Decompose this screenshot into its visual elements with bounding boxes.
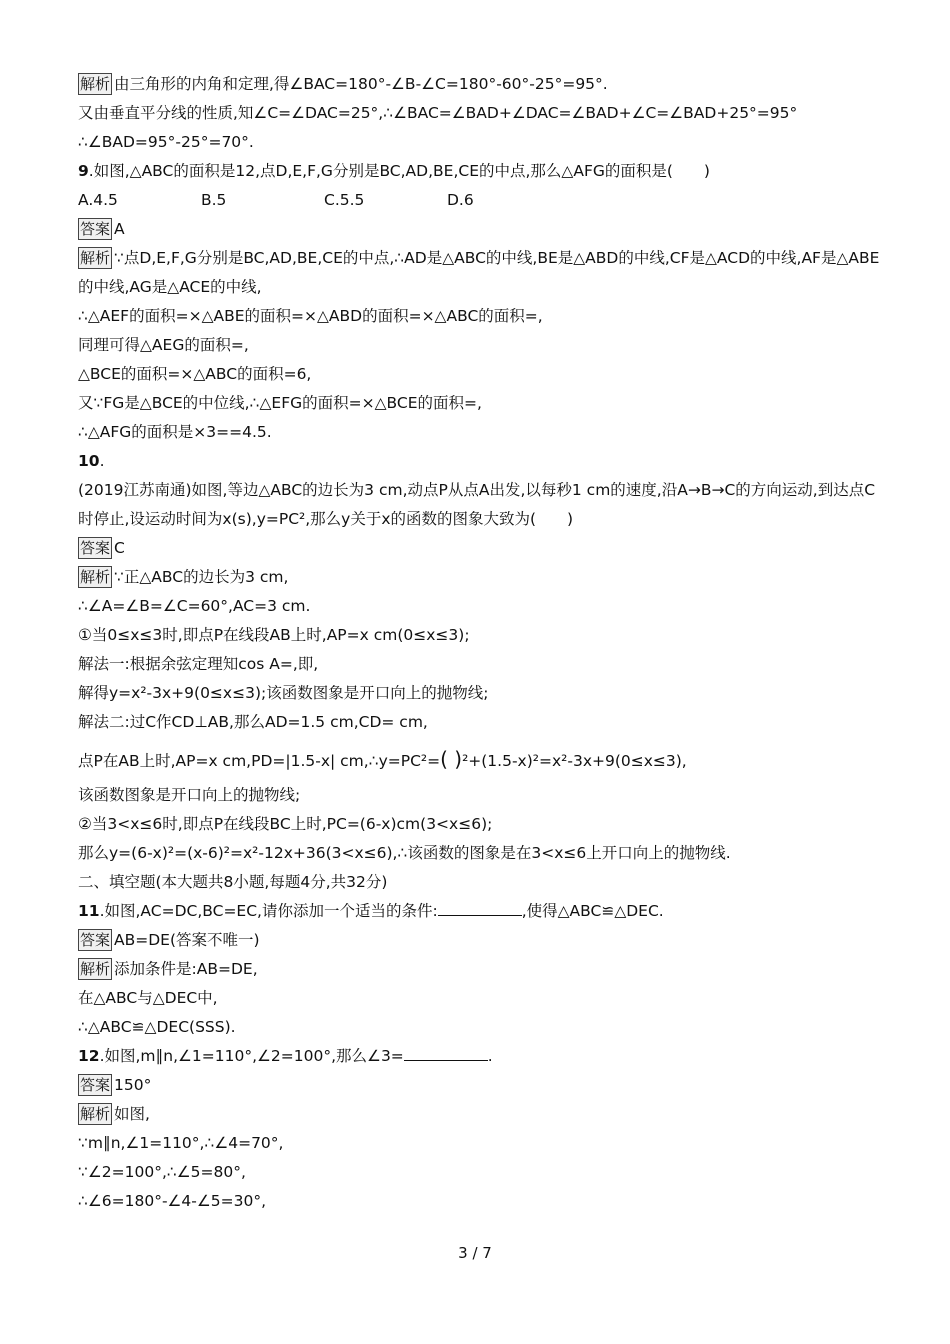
- question-number: 11: [78, 902, 100, 920]
- answer-value: 150°: [114, 1076, 152, 1094]
- question-11: [78, 897, 888, 926]
- text-line: 又∵FG是△BCE的中位线,∴△EFG的面积=×△BCE的面积=,: [78, 394, 482, 412]
- section-heading: 二、填空题(本大题共8小题,每题4分,共32分): [78, 873, 388, 891]
- text-line: ∴△AEF的面积=×△ABE的面积=×△ABD的面积=×△ABC的面积=,: [78, 307, 543, 325]
- analysis-line: [78, 955, 888, 984]
- fraction-paren: ( ): [440, 747, 463, 771]
- answer-value: A: [114, 220, 125, 238]
- text: 由三角形的内角和定理,得∠BAC=180°-∠B-∠C=180°-60°-25°=95°.: [114, 75, 608, 93]
- question-text: .: [487, 1047, 493, 1065]
- text-line: 该函数图象是开口向上的抛物线;: [78, 786, 301, 804]
- answer-line: [78, 1071, 888, 1100]
- text-line: ∴△AFG的面积是×3==4.5.: [78, 423, 272, 441]
- text: ²+(1.5-x)²=x²-3x+9(0≤x≤3),: [462, 752, 687, 770]
- choice-a: A.4.5: [78, 191, 118, 209]
- answer-tag: 答案: [80, 220, 111, 238]
- answer-tag: 答案: [80, 539, 111, 557]
- question-number: 9: [78, 162, 89, 180]
- text-line: 同理可得△AEG的面积=,: [78, 336, 249, 354]
- text-line: △BCE的面积=×△ABC的面积=6,: [78, 365, 312, 383]
- text-line: ∵∠2=100°,∴∠5=80°,: [78, 1163, 246, 1181]
- text: 如图,: [114, 1105, 150, 1123]
- text: 添加条件是:AB=DE,: [114, 960, 258, 978]
- question-number: 12: [78, 1047, 100, 1065]
- text-line: ①当0≤x≤3时,即点P在线段AB上时,AP=x cm(0≤x≤3);: [78, 626, 470, 644]
- analysis-tag: 解析: [80, 75, 111, 93]
- question-text: .如图,△ABC的面积是12,点D,E,F,G分别是BC,AD,BE,CE的中点,那么△AFG的面积是( ): [88, 162, 710, 180]
- answer-tag: 答案: [80, 1076, 111, 1094]
- choice-c: C.5.5: [324, 191, 365, 209]
- dot: .: [99, 452, 105, 470]
- analysis-tag: 解析: [80, 249, 111, 267]
- answer-tag: 答案: [80, 931, 111, 949]
- question-text: .如图,m∥n,∠1=110°,∠2=100°,那么∠3=: [99, 1047, 404, 1065]
- formula-line: [78, 737, 888, 781]
- text-line: 又由垂直平分线的性质,知∠C=∠DAC=25°,∴∠BAC=∠BAD+∠DAC=∠BAD+∠C=∠BAD+25°=95°: [78, 104, 798, 122]
- analysis-line: [78, 1100, 888, 1129]
- text-line: 在△ABC与△DEC中,: [78, 989, 218, 1007]
- analysis-tag: 解析: [80, 568, 111, 586]
- question-12: [78, 1042, 888, 1071]
- text-line: 那么y=(6-x)²=(x-6)²=x²-12x+36(3<x≤6),∴该函数的图象是在3<x≤6上开口向上的抛物线.: [78, 844, 731, 862]
- text-line: 解法一:根据余弦定理知cos A=,即,: [78, 655, 319, 673]
- text-line: ②当3<x≤6时,即点P在线段BC上时,PC=(6-x)cm(3<x≤6);: [78, 815, 493, 833]
- page-number: 3 / 7: [458, 1244, 492, 1262]
- text-line: 解得y=x²-3x+9(0≤x≤3);该函数图象是开口向上的抛物线;: [78, 684, 489, 702]
- question-text: .如图,AC=DC,BC=EC,请你添加一个适当的条件:: [99, 902, 438, 920]
- question-text: (2019江苏南通)如图,等边△ABC的边长为3 cm,动点P从点A出发,以每秒1 cm的速度,沿A→B→C的方向运动,到达点C时停止,设运动时间为x(s),y=PC²,那么y关于x的函数的图象大致为( ): [78, 481, 876, 528]
- answer-blank: [404, 1042, 488, 1061]
- analysis-tag: 解析: [80, 960, 111, 978]
- choice-d: D.6: [447, 191, 474, 209]
- analysis-line: [78, 563, 888, 592]
- question-9: [78, 157, 888, 186]
- answer-value: C: [114, 539, 125, 557]
- text-line: ∵m∥n,∠1=110°,∴∠4=70°,: [78, 1134, 284, 1152]
- text-line: ∴∠6=180°-∠4-∠5=30°,: [78, 1192, 267, 1210]
- answer-value: AB=DE(答案不唯一): [114, 931, 260, 949]
- text-line: ∴∠BAD=95°-25°=70°.: [78, 133, 254, 151]
- choices: [78, 186, 888, 215]
- choice-b: B.5: [201, 191, 227, 209]
- text: ∵点D,E,F,G分别是BC,AD,BE,CE的中点,∴AD是△ABC的中线,BE是△ABD的中线,CF是△ACD的中线,AF是△ABE的中线,AG是△ACE的中线,: [78, 249, 880, 296]
- text: 点P在AB上时,AP=x cm,PD=|1.5-x| cm,∴y=PC²=: [78, 752, 441, 770]
- analysis-line: [78, 70, 888, 99]
- answer-line: [78, 215, 888, 244]
- answer-line: [78, 926, 888, 955]
- text-line: ∴△ABC≌△DEC(SSS).: [78, 1018, 236, 1036]
- question-10: [78, 447, 888, 476]
- document-body: [78, 70, 888, 1216]
- text: ∵正△ABC的边长为3 cm,: [114, 568, 289, 586]
- analysis-tag: 解析: [80, 1105, 111, 1123]
- text-line: ∴∠A=∠B=∠C=60°,AC=3 cm.: [78, 597, 311, 615]
- answer-blank: [438, 897, 522, 916]
- question-text: ,使得△ABC≌△DEC.: [521, 902, 664, 920]
- question-number: 10: [78, 452, 100, 470]
- analysis-line: [78, 244, 888, 302]
- answer-line: [78, 534, 888, 563]
- text-line: 解法二:过C作CD⊥AB,那么AD=1.5 cm,CD= cm,: [78, 713, 428, 731]
